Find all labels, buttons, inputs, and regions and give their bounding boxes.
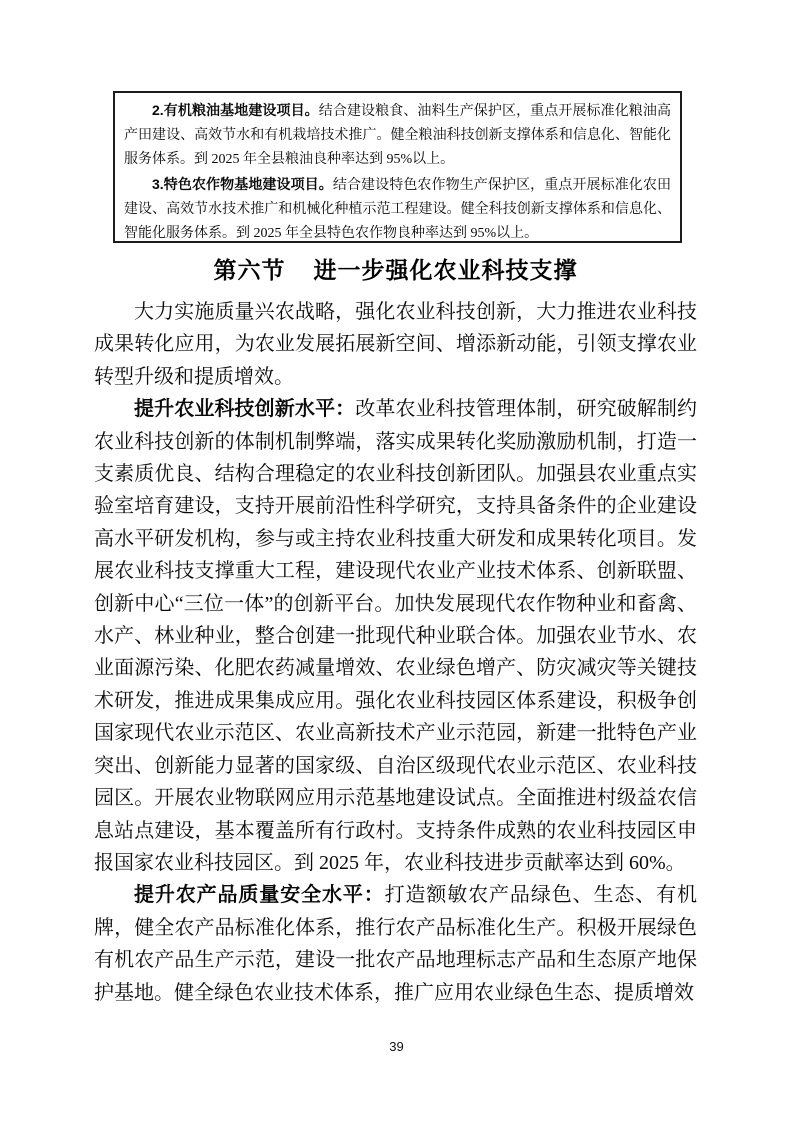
paragraph-quality-safety-lead: 提升农产品质量安全水平： <box>134 884 385 907</box>
box-item-special-crops-title: 3.特色农作物基地建设项目。 <box>152 176 333 192</box>
box-item-organic-grain <box>124 98 671 172</box>
box-item-organic-grain-title: 2.有机粮油基地建设项目。 <box>152 102 319 118</box>
paragraph-quality-safety <box>94 879 697 1009</box>
paragraph-tech-innovation <box>94 393 697 879</box>
paragraph-intro <box>94 296 697 393</box>
paragraph-quality-safety-text: 打造额敏农产品绿色、生态、有机牌，健全农产品标准化体系，推行农产品标准化生产。积极开展绿色有机农产品生产示范，建设一批农产品地理标志产品和生态原产地保护基地。健全绿色农业技术体系，推广应用农业绿色生态、提质增效 <box>94 884 698 1004</box>
paragraph-tech-innovation-lead: 提升农业科技创新水平： <box>134 398 356 421</box>
paragraph-tech-innovation-text: 改革农业科技管理体制，研究破解制约农业科技创新的体制机制弊端，落实成果转化奖励激励机制，打造一支素质优良、结构合理稳定的农业科技创新团队。加强县农业重点实验室培育建设，支持开展前沿性科学研究，支持具备条件的企业建设高水平研发机构，参与或主持农业科技重大研发和成果转化项目。发展农业科技支撑重大工程，建设现代农业产业技术体系、创新联盟、创新中心“三位一体”的创新平台。加快发展现代农作物种业和畜禽、水产、林业种业，整合创建一批现代种业联合体。加强农业节水、农业面源污染、化肥农药减量增效、农业绿色增产、防灾减灾等关键技术研发，推进成果集成应用。强化农业科技园区体系建设，积极争创国家现代农业示范区、农业高新技术产业示范园，新建一批特色产业突出、创新能力显著的国家级、自治区级现代农业示范区、农业科技园区。开展农业物联网应用示范基地建设试点。全面推进村级益农信息站点建设，基本覆盖所有行政村。支持条件成熟的农业科技园区申报国家农业科技园区。到 2025 年，农业科技进步贡献率达到 60%。 <box>94 398 698 874</box>
box-item-organic-grain-text: 结合建设粮食、油料生产保护区，重点开展标准化粮油高产田建设、高效节水和有机栽培技术推广。健全粮油科技创新支撑体系和信息化、智能化服务体系。到 2025 年全县粮油良种率达到 95%以上。 <box>124 104 671 167</box>
paragraph-intro-text: 大力实施质量兴农战略，强化农业科技创新，大力推进农业科技成果转化应用，为农业发展拓展新空间、增添新动能，引领支撑农业转型升级和提质增效。 <box>94 301 697 388</box>
box-item-special-crops <box>124 172 671 246</box>
box-item-special-crops-text: 结合建设特色农作物生产保护区，重点开展标准化农田建设、高效节水技术推广和机械化种植示范工程建设。健全科技创新支撑体系和信息化、智能化服务体系。到 2025 年全县特色农作物良种率达到 95%以上。 <box>124 178 671 241</box>
project-notice-box <box>113 91 682 243</box>
section-heading <box>94 252 697 285</box>
body-text <box>94 296 697 1009</box>
section-title: 进一步强化农业科技支撑 <box>313 257 578 283</box>
section-number: 第六节 <box>213 257 286 283</box>
page-number: 39 <box>389 1039 404 1054</box>
